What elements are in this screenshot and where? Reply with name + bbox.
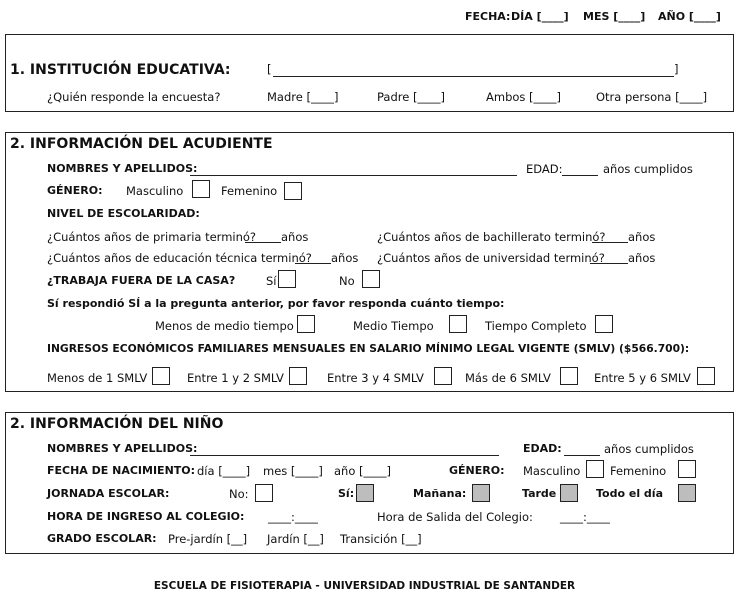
section1-title: 1. INSTITUCIÓN EDUCATIVA:	[10, 62, 231, 78]
fecha-mes[interactable]: MES [____]	[583, 10, 646, 23]
grado-jardin[interactable]: Jardín [__]	[267, 532, 324, 546]
bachillerato-anos: años	[628, 230, 656, 244]
salida-colegio-time[interactable]: ____:____	[560, 510, 610, 524]
jornada-todo-dia-label: Todo el día	[596, 487, 663, 500]
nino-femenino-label: Femenino	[610, 464, 667, 478]
nino-edad-label: EDAD:	[523, 442, 562, 455]
acudiente-edad-suffix: años cumplidos	[603, 162, 693, 176]
ingreso-3y4-checkbox[interactable]	[434, 367, 452, 385]
institucion-close-bracket: ]	[674, 62, 679, 76]
jornada-no-label: No:	[229, 487, 249, 501]
nino-edad-suffix: años cumplidos	[604, 442, 694, 456]
ingreso-5y6-checkbox[interactable]	[697, 367, 715, 385]
q-bachillerato: ¿Cuántos años de bachillerato terminó?	[377, 230, 606, 244]
trabaja-no-checkbox[interactable]	[362, 270, 380, 288]
tecnica-input[interactable]	[295, 263, 331, 264]
ingreso-5y6-label: Entre 5 y 6 SMLV	[594, 371, 691, 385]
tiempo-menos-medio-label: Menos de medio tiempo	[155, 319, 294, 333]
nacimiento-mes[interactable]: mes [____]	[263, 464, 323, 478]
option-otra-persona[interactable]: Otra persona [____]	[596, 90, 708, 104]
institucion-input[interactable]	[273, 76, 674, 77]
trabaja-label: ¿TRABAJA FUERA DE LA CASA?	[47, 274, 236, 287]
section3-title: 2. INFORMACIÓN DEL NIÑO	[10, 416, 224, 432]
universidad-anos: años	[628, 251, 656, 265]
fecha-label: FECHA:	[465, 10, 511, 23]
grado-prejardin[interactable]: Pre-jardín [__]	[168, 532, 248, 546]
nino-masculino-label: Masculino	[523, 464, 581, 478]
nino-edad-input[interactable]	[564, 455, 600, 456]
option-padre[interactable]: Padre [____]	[377, 90, 445, 104]
universidad-input[interactable]	[590, 263, 628, 264]
institucion-open-bracket: [	[267, 62, 272, 76]
tiempo-medio-checkbox[interactable]	[449, 315, 467, 333]
escolaridad-label: NIVEL DE ESCOLARIDAD:	[47, 207, 200, 220]
trabaja-si-checkbox[interactable]	[278, 270, 296, 288]
acudiente-genero-label: GÉNERO:	[47, 184, 103, 197]
jornada-tarde-label: Tarde	[522, 487, 557, 500]
nacimiento-dia[interactable]: día [____]	[197, 464, 251, 478]
ingreso-menos1-label: Menos de 1 SMLV	[47, 371, 148, 385]
ingreso-menos1-checkbox[interactable]	[152, 367, 170, 385]
jornada-label: JORNADA ESCOLAR:	[47, 487, 170, 500]
ingreso-1y2-label: Entre 1 y 2 SMLV	[187, 371, 284, 385]
jornada-manana-checkbox[interactable]	[472, 484, 490, 502]
si-respondio-label: Sí respondió SÍ a la pregunta anterior, por favor responda cuánto tiempo:	[47, 297, 505, 310]
nino-masculino-checkbox[interactable]	[586, 460, 604, 478]
acudiente-femenino-label: Femenino	[221, 184, 278, 198]
ingreso-mas6-checkbox[interactable]	[560, 367, 578, 385]
ingreso-3y4-label: Entre 3 y 4 SMLV	[327, 371, 424, 385]
acudiente-nombres-input[interactable]	[190, 175, 517, 176]
acudiente-masculino-label: Masculino	[126, 184, 184, 198]
salida-colegio-label: Hora de Salida del Colegio:	[377, 510, 533, 524]
jornada-manana-label: Mañana:	[413, 487, 467, 500]
jornada-todo-dia-checkbox[interactable]	[678, 484, 696, 502]
section2-title: 2. INFORMACIÓN DEL ACUDIENTE	[10, 136, 273, 152]
ingreso-colegio-label: HORA DE INGRESO AL COLEGIO:	[47, 510, 245, 523]
ingreso-1y2-checkbox[interactable]	[289, 367, 307, 385]
nino-genero-label: GÉNERO:	[449, 464, 505, 477]
fecha-ano[interactable]: AÑO [____]	[658, 10, 721, 23]
grado-transicion[interactable]: Transición [__]	[340, 532, 422, 546]
nacimiento-ano[interactable]: año [____]	[334, 464, 392, 478]
primaria-input[interactable]	[245, 242, 281, 243]
q-universidad: ¿Cuántos años de universidad terminó?	[377, 251, 605, 265]
fecha-dia[interactable]: DÍA [____]	[511, 10, 569, 23]
q-tecnica: ¿Cuántos años de educación técnica terminó?	[47, 251, 312, 265]
option-ambos[interactable]: Ambos [____]	[486, 90, 562, 104]
acudiente-femenino-checkbox[interactable]	[284, 182, 302, 200]
acudiente-nombres-label: NOMBRES Y APELLIDOS:	[47, 162, 198, 175]
jornada-tarde-checkbox[interactable]	[560, 484, 578, 502]
trabaja-si-label: Sí	[266, 274, 277, 288]
quien-responde-label: ¿Quién responde la encuesta?	[47, 90, 221, 104]
trabaja-no-label: No	[339, 274, 355, 288]
nino-nombres-label: NOMBRES Y APELLIDOS:	[47, 442, 198, 455]
q-primaria: ¿Cuántos años de primaria terminó?	[47, 230, 257, 244]
option-madre[interactable]: Madre [____]	[267, 90, 339, 104]
footer-text: ESCUELA DE FISIOTERAPIA - UNIVERSIDAD INDUSTRIAL DE SANTANDER	[153, 580, 576, 592]
jornada-si-label: Sí:	[338, 487, 355, 500]
tiempo-completo-checkbox[interactable]	[595, 315, 613, 333]
nino-femenino-checkbox[interactable]	[678, 460, 696, 478]
tiempo-medio-label: Medio Tiempo	[353, 319, 434, 333]
grado-label: GRADO ESCOLAR:	[47, 532, 157, 545]
tiempo-menos-medio-checkbox[interactable]	[297, 315, 315, 333]
jornada-no-checkbox[interactable]	[255, 484, 273, 502]
ingreso-mas6-label: Más de 6 SMLV	[465, 371, 551, 385]
bachillerato-input[interactable]	[592, 242, 628, 243]
nacimiento-label: FECHA DE NACIMIENTO:	[47, 464, 196, 477]
acudiente-edad-input[interactable]	[562, 175, 598, 176]
primaria-anos: años	[281, 230, 309, 244]
nino-nombres-input[interactable]	[190, 455, 499, 456]
tiempo-completo-label: Tiempo Completo	[485, 319, 587, 333]
tecnica-anos: años	[331, 251, 359, 265]
acudiente-masculino-checkbox[interactable]	[192, 180, 210, 198]
jornada-si-checkbox[interactable]	[356, 484, 374, 502]
acudiente-edad-label: EDAD:	[526, 162, 563, 176]
ingresos-label: INGRESOS ECONÓMICOS FAMILIARES MENSUALES EN SALARIO MÍNIMO LEGAL VIGENTE (SMLV) ($566.700):	[47, 342, 690, 355]
ingreso-colegio-time[interactable]: ____:____	[268, 510, 318, 524]
